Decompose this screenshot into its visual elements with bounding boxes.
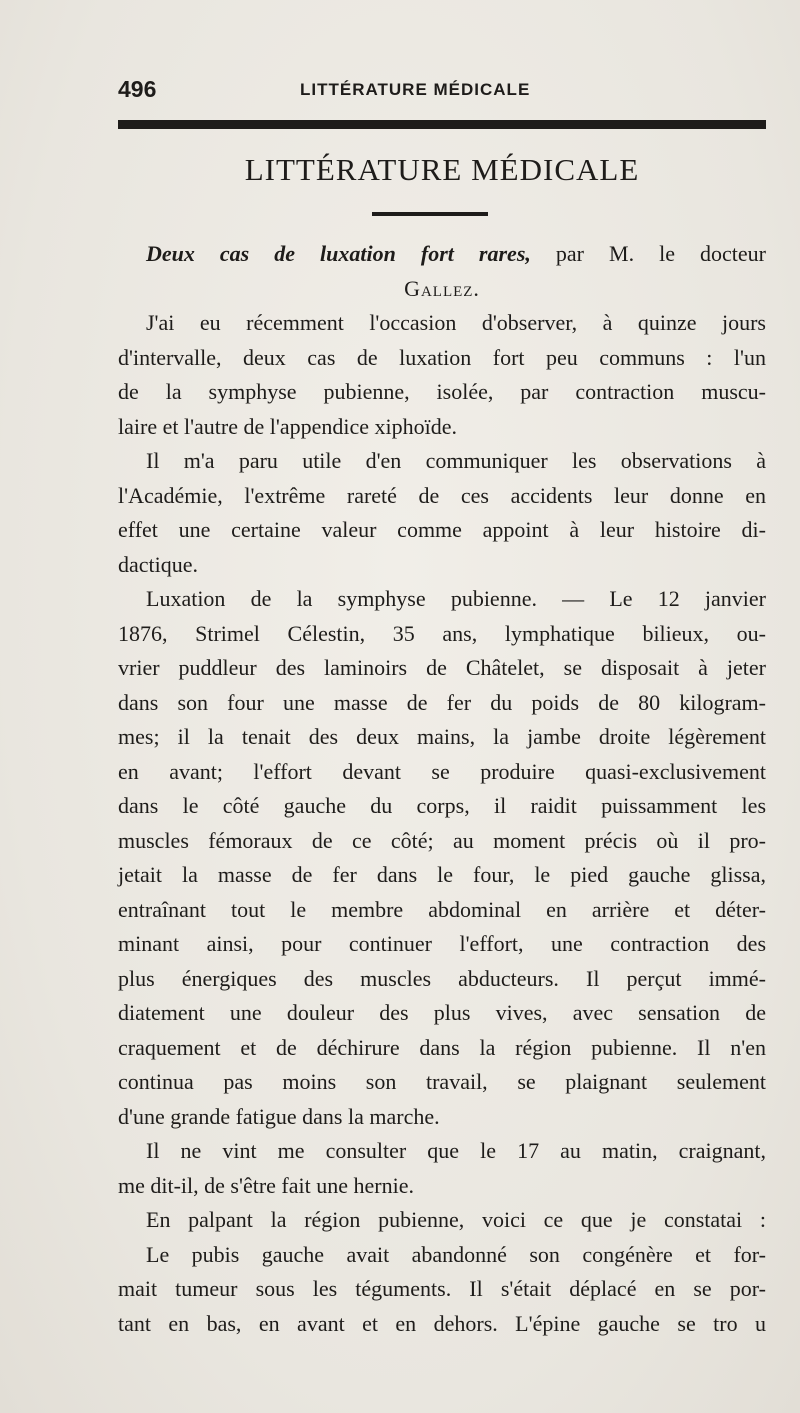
text-line: laire et l'autre de l'appendice xiphoïde. (118, 413, 458, 439)
text-line: En palpant la région pubienne, voici ce que je constatai : (146, 1207, 766, 1232)
text-line: mait tumeur sous les téguments. Il s'était déplacé en se por- (118, 1276, 766, 1301)
text-line: jetait la masse de fer dans le four, le pied gauche glissa, (118, 862, 766, 887)
text-line: dans le côté gauche du corps, il raidit puissamment les (118, 793, 766, 818)
section-title: LITTÉRATURE MÉDICALE (244, 152, 640, 187)
text-line: Il m'a paru utile d'en communiquer les observations à (146, 448, 766, 473)
text-line: muscles fémoraux de ce côté; au moment précis où il pro- (118, 827, 766, 853)
text-line: tant en bas, en avant et en dehors. L'épine gauche se tro u (118, 1310, 766, 1336)
body-text (118, 237, 766, 1341)
text-line: Luxation de la symphyse pubienne. — Le 12 janvier (146, 586, 766, 611)
text-line: Il ne vint me consulter que le 17 au matin, craignant, (146, 1138, 766, 1163)
text-line: d'une grande fatigue dans la marche. (118, 1103, 440, 1129)
text-line: d'intervalle, deux cas de luxation fort peu communs : l'un (118, 344, 766, 370)
text-line: diatement une douleur des plus vives, avec sensation de (118, 1000, 766, 1025)
text-line: entraînant tout le membre abdominal en arrière et déter- (118, 896, 766, 922)
text-line: J'ai eu récemment l'occasion d'observer, à quinze jours (146, 310, 766, 335)
text-line: de la symphyse pubienne, isolée, par contraction muscu- (118, 379, 766, 404)
text-line: me dit-il, de s'être fait une hernie. (118, 1172, 414, 1198)
text-line: continua pas moins son travail, se plaignant seulement (118, 1069, 766, 1094)
article-author-line (118, 272, 766, 307)
text-line: plus énergiques des muscles abducteurs. Il perçut immé- (118, 965, 766, 991)
text-line: dans son four une masse de fer du poids de 80 kilogram- (118, 689, 766, 715)
text-line: effet une certaine valeur comme appoint à leur histoire di- (118, 517, 766, 542)
title-divider (372, 212, 488, 216)
text-line: vrier puddleur des laminoirs de Châtelet, se disposait à jeter (118, 655, 766, 680)
text-line: mes; il la tenait des deux mains, la jambe droite légèrement (118, 724, 766, 749)
running-head: LITTÉRATURE MÉDICALE (300, 80, 531, 99)
page-number: 496 (118, 76, 157, 102)
text-line: en avant; l'effort devant se produire quasi-exclusivement (118, 758, 766, 784)
text-line: dactique. (118, 551, 199, 577)
text-line: minant ainsi, pour continuer l'effort, une contraction des (118, 931, 766, 956)
page-header (118, 76, 766, 106)
text-line: Le pubis gauche avait abandonné son congénère et for- (146, 1241, 766, 1267)
text-line: 1876, Strimel Célestin, 35 ans, lymphatique bilieux, ou- (118, 620, 766, 646)
text-line: craquement et de déchirure dans la région pubienne. Il n'en (118, 1034, 766, 1060)
article-title-line (118, 237, 766, 272)
article-author: Gallez. (404, 275, 480, 301)
text-line: l'Académie, l'extrême rareté de ces accidents leur donne en (118, 482, 766, 508)
article-byline: par M. le docteur (555, 241, 766, 266)
article-title: Deux cas de luxation fort rares, (146, 241, 531, 266)
header-rule (118, 120, 766, 129)
